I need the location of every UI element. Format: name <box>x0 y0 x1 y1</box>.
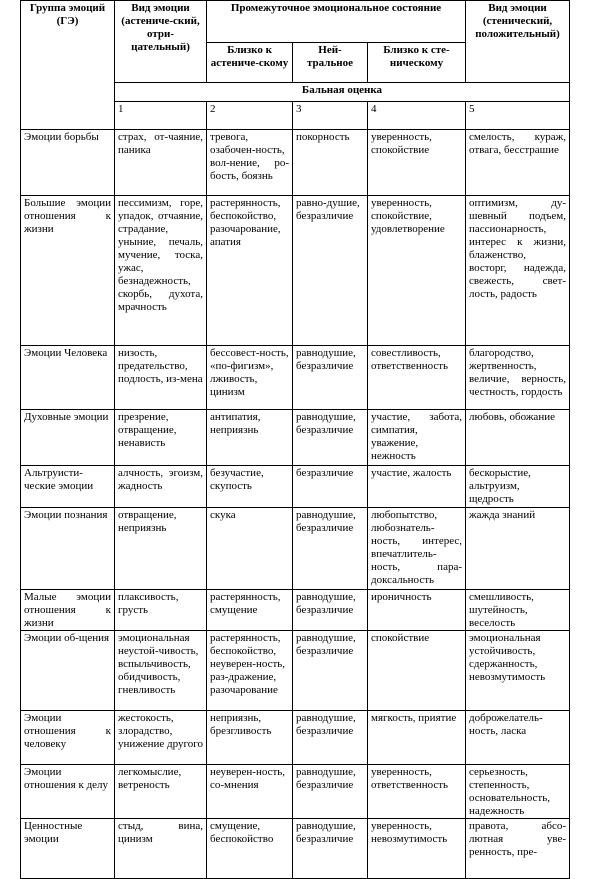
cell-score-5: благородство, жертвенность, величие, верность, честность, гордость <box>466 346 570 410</box>
cell-score-1: жестокость, злорадство, унижение другого <box>115 711 207 765</box>
header-score-label: Бальная оценка <box>115 83 570 102</box>
cell-score-1: алчность, эгоизм, жадность <box>115 466 207 508</box>
table-body <box>21 1 570 879</box>
emotions-table <box>20 0 570 879</box>
cell-score-4: совестливость, ответственность <box>368 346 466 410</box>
cell-score-3: равнодушие, безразличие <box>293 410 368 466</box>
table-row <box>21 466 570 508</box>
cell-score-1: страх, от-чаяние, паника <box>115 130 207 196</box>
cell-score-4: ироничность <box>368 590 466 631</box>
header-near-sthenic: Близко к сте-ническому <box>368 43 466 83</box>
table-row <box>21 130 570 196</box>
table-row <box>21 711 570 765</box>
cell-group: Эмоции отношения к делу <box>21 765 115 819</box>
cell-group: Альтруисти-ческие эмоции <box>21 466 115 508</box>
cell-score-3: безразличие <box>293 466 368 508</box>
cell-score-4: спокойствие <box>368 631 466 711</box>
cell-score-1: плаксивость, грусть <box>115 590 207 631</box>
cell-group: Эмоции об-щения <box>21 631 115 711</box>
cell-group: Малые эмоции отношения к жизни <box>21 590 115 631</box>
cell-score-3: равнодушие, безразличие <box>293 711 368 765</box>
cell-score-3: равнодушие, безразличие <box>293 819 368 879</box>
cell-score-2: растерянность, беспокойство, неуверен-ность, раз-дражение, разочарование <box>207 631 293 711</box>
cell-score-3: покорность <box>293 130 368 196</box>
table-row <box>21 346 570 410</box>
cell-score-5: смелость, кураж, отвага, бесстрашие <box>466 130 570 196</box>
header-asthenic: Вид эмоции (астениче-ский, отри-цательный) <box>115 1 207 83</box>
table-row <box>21 196 570 346</box>
cell-group: Ценностные эмоции <box>21 819 115 879</box>
cell-score-2: тревога, озабочен-ность, вол-нение, ро-бость, боязнь <box>207 130 293 196</box>
header-neutral: Ней-тральное <box>293 43 368 83</box>
cell-score-2: бессовест-ность, «по-фигизм», лживость, цинизм <box>207 346 293 410</box>
cell-score-3: равнодушие, безразличие <box>293 346 368 410</box>
cell-score-5: жажда знаний <box>466 508 570 590</box>
cell-score-1: стыд, вина, цинизм <box>115 819 207 879</box>
cell-score-2: смущение, беспокойство <box>207 819 293 879</box>
cell-score-3: равно-душие, безразличие <box>293 196 368 346</box>
cell-score-1: эмоциональная неустой-чивость, вспыльчивость, обидчивость, гневливость <box>115 631 207 711</box>
cell-group: Духовные эмоции <box>21 410 115 466</box>
cell-group: Эмоции отношения к человеку <box>21 711 115 765</box>
cell-score-2: растерянность, беспокойство, разочарование, апатия <box>207 196 293 346</box>
cell-group: Эмоции познания <box>21 508 115 590</box>
cell-score-1: отвращение, неприязнь <box>115 508 207 590</box>
cell-score-4: мягкость, приятие <box>368 711 466 765</box>
cell-score-2: скука <box>207 508 293 590</box>
header-group: Группа эмоций (ГЭ) <box>21 1 115 130</box>
table-row <box>21 590 570 631</box>
cell-score-1: презрение, отвращение, ненависть <box>115 410 207 466</box>
cell-score-2: антипатия, неприязнь <box>207 410 293 466</box>
score-number: 4 <box>368 102 466 130</box>
cell-score-4: участие, жалость <box>368 466 466 508</box>
table-row <box>21 410 570 466</box>
cell-score-5: серьезность, степенность, основательность, надежность <box>466 765 570 819</box>
score-number: 3 <box>293 102 368 130</box>
cell-score-3: равнодушие, безразличие <box>293 631 368 711</box>
score-number: 5 <box>466 102 570 130</box>
cell-score-5: оптимизм, ду-шевный подъем, пассионарность, интерес к жизни, блаженство, восторг, надежда, свежесть, свет-лость, радость <box>466 196 570 346</box>
score-number: 2 <box>207 102 293 130</box>
cell-score-4: уверенность, спокойствие, удовлетворение <box>368 196 466 346</box>
cell-group: Большие эмоции отношения к жизни <box>21 196 115 346</box>
table-row <box>21 631 570 711</box>
cell-score-5: правота, абсо-лютная уве-ренность, пре- <box>466 819 570 879</box>
cell-score-1: пессимизм, горе, упадок, отчаяние, страдание, уныние, печаль, мучение, тоска, ужас, безнадежность, скорбь, духота, мрачность <box>115 196 207 346</box>
cell-score-4: уверенность, невозмутимость <box>368 819 466 879</box>
cell-score-2: безучастие, скупость <box>207 466 293 508</box>
cell-score-1: легкомыслие, ветреность <box>115 765 207 819</box>
cell-score-3: равнодушие, безразличие <box>293 508 368 590</box>
header-near-asthenic: Близко к астениче-скому <box>207 43 293 83</box>
header-row-1 <box>21 1 570 43</box>
cell-score-5: смешливость, шутейность, веселость <box>466 590 570 631</box>
cell-score-4: любопытство, любознатель-ность, интерес, впечатлитель-ность, пара-доксальность <box>368 508 466 590</box>
cell-score-4: участие, забота, симпатия, уважение, нежность <box>368 410 466 466</box>
cell-score-3: равнодушие, безразличие <box>293 765 368 819</box>
table-row <box>21 819 570 879</box>
cell-group: Эмоции Человека <box>21 346 115 410</box>
cell-score-4: уверенность, спокойствие <box>368 130 466 196</box>
cell-score-3: равнодушие, безразличие <box>293 590 368 631</box>
table-row <box>21 765 570 819</box>
cell-group: Эмоции борьбы <box>21 130 115 196</box>
cell-score-4: уверенность, ответственность <box>368 765 466 819</box>
score-number: 1 <box>115 102 207 130</box>
cell-score-2: растерянность, смущение <box>207 590 293 631</box>
cell-score-1: низость, предательство, подлость, из-мена <box>115 346 207 410</box>
cell-score-2: неуверен-ность, со-мнения <box>207 765 293 819</box>
header-sthenic: Вид эмоции (стенический, положительный) <box>466 1 570 83</box>
cell-score-5: доброжелатель-ность, ласка <box>466 711 570 765</box>
cell-score-5: любовь, обожание <box>466 410 570 466</box>
header-intermediate: Промежуточное эмоциональное состояние <box>207 1 466 43</box>
table-row <box>21 508 570 590</box>
cell-score-5: бескорыстие, альтруизм, щедрость <box>466 466 570 508</box>
cell-score-2: неприязнь, брезгливость <box>207 711 293 765</box>
cell-score-5: эмоциональная устойчивость, сдержанность, невозмутимость <box>466 631 570 711</box>
